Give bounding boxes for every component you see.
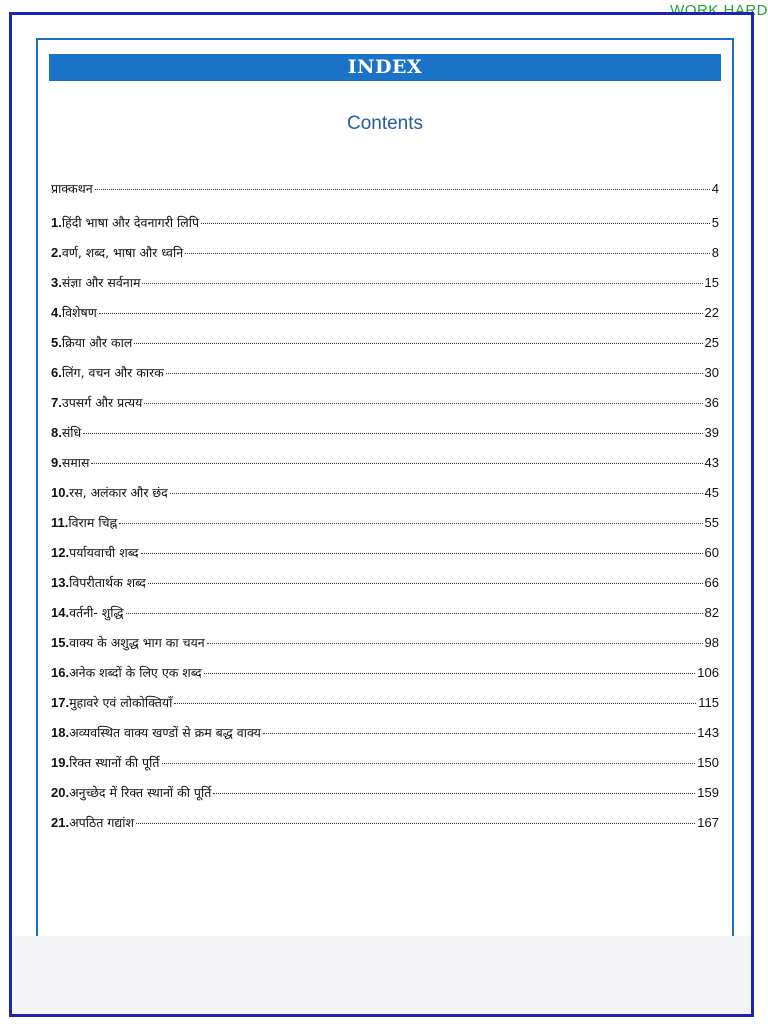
toc-entry-page-number: 15: [704, 275, 719, 290]
toc-dot-leader: [204, 673, 696, 674]
toc-entry-number: 19.: [51, 755, 70, 770]
toc-entry[interactable]: [51, 754, 719, 784]
toc-entry-number: 7.: [51, 395, 62, 410]
toc-dot-leader: [201, 223, 710, 224]
index-heading-bar: INDEX: [49, 54, 721, 81]
toc-entry-number: 15.: [51, 635, 70, 650]
toc-entry-page-number: 39: [704, 425, 719, 440]
toc-entry-number: 13.: [51, 575, 70, 590]
toc-entry-number: 10.: [51, 485, 70, 500]
toc-entry[interactable]: [51, 784, 719, 814]
toc-entry[interactable]: [51, 724, 719, 754]
toc-entry[interactable]: [51, 814, 719, 844]
toc-entry-title: लिंग, वचन और कारक: [61, 365, 164, 380]
toc-entry-title: संधि: [61, 425, 82, 440]
toc-entry[interactable]: [51, 364, 719, 394]
toc-entry-page-number: 150: [697, 755, 719, 770]
toc-entry-title: पर्यायवाची शब्द: [69, 545, 139, 560]
toc-entry-page-number: 8: [711, 245, 719, 260]
toc-entry-page-number: 36: [704, 395, 719, 410]
toc-dot-leader: [83, 433, 702, 434]
toc-entry-page-number: 45: [704, 485, 719, 500]
toc-entry-title: वर्तनी- शुद्धि: [69, 605, 124, 620]
toc-entry-page-number: 22: [704, 305, 719, 320]
toc-entry-number: 1.: [51, 215, 62, 230]
toc-entry-title: विशेषण: [61, 305, 97, 320]
toc-entry-page-number: 4: [711, 181, 719, 196]
toc-dot-leader: [141, 553, 703, 554]
toc-entry[interactable]: [51, 304, 719, 334]
toc-entry[interactable]: [51, 180, 719, 214]
toc-dot-leader: [162, 763, 696, 764]
toc-entry-number: 12.: [51, 545, 70, 560]
toc-entry-page-number: 159: [697, 785, 719, 800]
toc-entry-number: 17.: [51, 695, 70, 710]
toc-entry-title: विपरीतार्थक शब्द: [69, 575, 146, 590]
toc-entry-title: प्राक्कथन: [51, 181, 93, 196]
toc-entry[interactable]: [51, 214, 719, 244]
toc-entry-number: 9.: [51, 455, 62, 470]
toc-entry-number: 6.: [51, 365, 62, 380]
toc-entry-number: 21.: [51, 815, 70, 830]
toc-entry-title: संज्ञा और सर्वनाम: [61, 275, 141, 290]
toc-entry-page-number: 82: [704, 605, 719, 620]
toc-entry-title: अव्यवस्थित वाक्य खण्डों से क्रम बद्ध वाक्य: [69, 725, 261, 740]
toc-entry[interactable]: [51, 664, 719, 694]
toc-entry[interactable]: [51, 544, 719, 574]
toc-entry-page-number: 143: [697, 725, 719, 740]
toc-entry-page-number: 25: [704, 335, 719, 350]
toc-entry[interactable]: [51, 514, 719, 544]
toc-dot-leader: [126, 613, 703, 614]
toc-entry[interactable]: [51, 334, 719, 364]
toc-entry-number: 5.: [51, 335, 62, 350]
toc-entry-number: 4.: [51, 305, 62, 320]
toc-entry-title: क्रिया और काल: [61, 335, 133, 350]
watermark-text: WORK HARD: [670, 2, 768, 19]
toc-dot-leader: [99, 313, 703, 314]
toc-dot-leader: [207, 643, 703, 644]
toc-entry-title: समास: [61, 455, 90, 470]
toc-entry[interactable]: [51, 634, 719, 664]
toc-entry-page-number: 167: [697, 815, 719, 830]
toc-entry[interactable]: [51, 244, 719, 274]
toc-entry-title: उपसर्ग और प्रत्यय: [61, 395, 143, 410]
toc-entry-number: 20.: [51, 785, 70, 800]
toc-dot-leader: [134, 343, 702, 344]
toc-entry-number: 2.: [51, 245, 62, 260]
toc-entry-title: अनुच्छेद में रिक्त स्थानों की पूर्ति: [69, 785, 212, 800]
toc-entry-page-number: 106: [697, 665, 719, 680]
toc-entry-title: विराम चिह्न: [68, 515, 118, 530]
toc-entry-number: 8.: [51, 425, 62, 440]
toc-entry-number: 16.: [51, 665, 70, 680]
toc-dot-leader: [144, 403, 702, 404]
toc-entry-title: हिंदी भाषा और देवनागरी लिपि: [61, 215, 200, 230]
toc-entry[interactable]: [51, 574, 719, 604]
toc-dot-leader: [213, 793, 695, 794]
page-footer-area: [12, 936, 751, 1014]
toc-dot-leader: [174, 703, 696, 704]
toc-dot-leader: [170, 493, 703, 494]
toc-entry-number: 11.: [51, 515, 69, 530]
toc-entry[interactable]: [51, 424, 719, 454]
toc-entry-number: 14.: [51, 605, 70, 620]
toc-entry-title: मुहावरे एवं लोकोक्तियाँ: [69, 695, 173, 710]
toc-entry[interactable]: [51, 604, 719, 634]
toc-entry-title: अनेक शब्दों के लिए एक शब्द: [69, 665, 202, 680]
toc-entry-number: 3.: [51, 275, 62, 290]
toc-dot-leader: [119, 523, 702, 524]
toc-entry-title: वाक्य के अशुद्ध भाग का चयन: [69, 635, 205, 650]
toc-entry-page-number: 55: [704, 515, 719, 530]
toc-entry-page-number: 43: [704, 455, 719, 470]
toc-entry-page-number: 30: [704, 365, 719, 380]
toc-entry[interactable]: [51, 484, 719, 514]
toc-entry[interactable]: [51, 694, 719, 724]
toc-entry-number: 18.: [51, 725, 70, 740]
toc-dot-leader: [142, 283, 702, 284]
toc-entry-title: रिक्त स्थानों की पूर्ति: [69, 755, 160, 770]
toc-entry-page-number: 98: [704, 635, 719, 650]
table-of-contents: [51, 180, 719, 844]
contents-title: Contents: [346, 113, 424, 134]
toc-entry-title: अपठित गद्यांश: [69, 815, 134, 830]
toc-dot-leader: [91, 463, 702, 464]
toc-dot-leader: [148, 583, 703, 584]
toc-entry[interactable]: [51, 274, 719, 304]
toc-entry[interactable]: [51, 394, 719, 424]
toc-entry-page-number: 66: [704, 575, 719, 590]
toc-entry-page-number: 60: [704, 545, 719, 560]
toc-dot-leader: [95, 189, 710, 190]
toc-entry-page-number: 5: [711, 215, 719, 230]
toc-entry-title: रस, अलंकार और छंद: [69, 485, 168, 500]
toc-entry-title: वर्ण, शब्द, भाषा और ध्वनि: [61, 245, 184, 260]
toc-dot-leader: [166, 373, 703, 374]
toc-entry[interactable]: [51, 454, 719, 484]
toc-dot-leader: [136, 823, 695, 824]
toc-dot-leader: [185, 253, 710, 254]
toc-entry-page-number: 115: [698, 695, 719, 710]
toc-dot-leader: [263, 733, 695, 734]
